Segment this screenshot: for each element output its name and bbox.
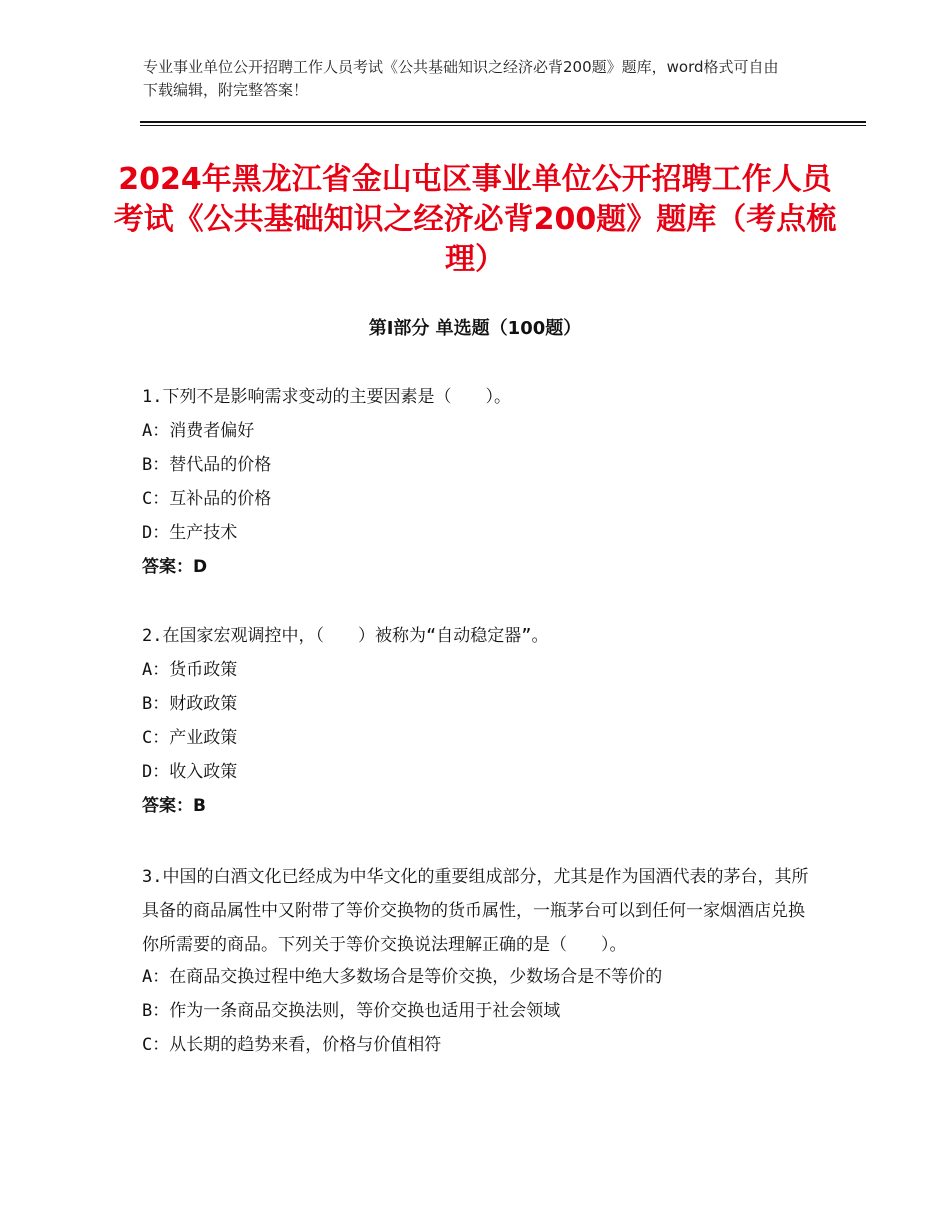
question-stem: 2.在国家宏观调控中，（ ）被称为“自动稳定器”。 <box>142 626 549 646</box>
question-stem: 3.中国的白酒文化已经成为中华文化的重要组成部分，尤其是作为国酒代表的茅台，其所具备的商品属性中又附带了等价交换物的货币属性，一瓶茅台可以到任何一家烟酒店兑换你所需要的商品。下列关于等价交换说法理解正确的是（ ）。 <box>142 867 809 955</box>
section-heading: 第Ⅰ部分 单选题（100题） <box>368 318 582 339</box>
header-note: 专业事业单位公开招聘工作人员考试《公共基础知识之经济必背200题》题库，word格式可自由下载编辑，附完整答案！ <box>143 58 779 99</box>
question-2 <box>142 621 812 825</box>
question-gap <box>142 586 812 621</box>
option-c: C：互补品的价格 <box>142 489 272 509</box>
option-a: A：消费者偏好 <box>142 421 255 441</box>
question-gap <box>142 825 812 860</box>
option-d: D：生产技术 <box>142 523 238 543</box>
question-1 <box>142 382 812 586</box>
document-title: 2024年黑龙江省金山屯区事业单位公开招聘工作人员考试《公共基础知识之经济必背200题》题库（考点梳理） <box>113 162 837 277</box>
option-a: A：货币政策 <box>142 660 238 680</box>
answer-label: 答案：D <box>142 557 208 577</box>
question-stem: 1.下列不是影响需求变动的主要因素是（ ）。 <box>142 387 511 407</box>
question-3 <box>142 860 812 1064</box>
option-a: A：在商品交换过程中绝大多数场合是等价交换，少数场合是不等价的 <box>142 967 663 987</box>
option-d: D：收入政策 <box>142 762 238 782</box>
option-b: B：作为一条商品交换法则，等价交换也适用于社会领域 <box>142 1001 561 1021</box>
answer-label: 答案：B <box>142 796 206 816</box>
option-c: C：从长期的趋势来看，价格与价值相符 <box>142 1035 442 1055</box>
option-c: C：产业政策 <box>142 728 238 748</box>
header-rule-thin <box>140 125 866 126</box>
option-b: B：替代品的价格 <box>142 455 272 475</box>
question-list <box>142 382 812 1064</box>
header-rule-thick <box>140 121 866 123</box>
option-b: B：财政政策 <box>142 694 238 714</box>
